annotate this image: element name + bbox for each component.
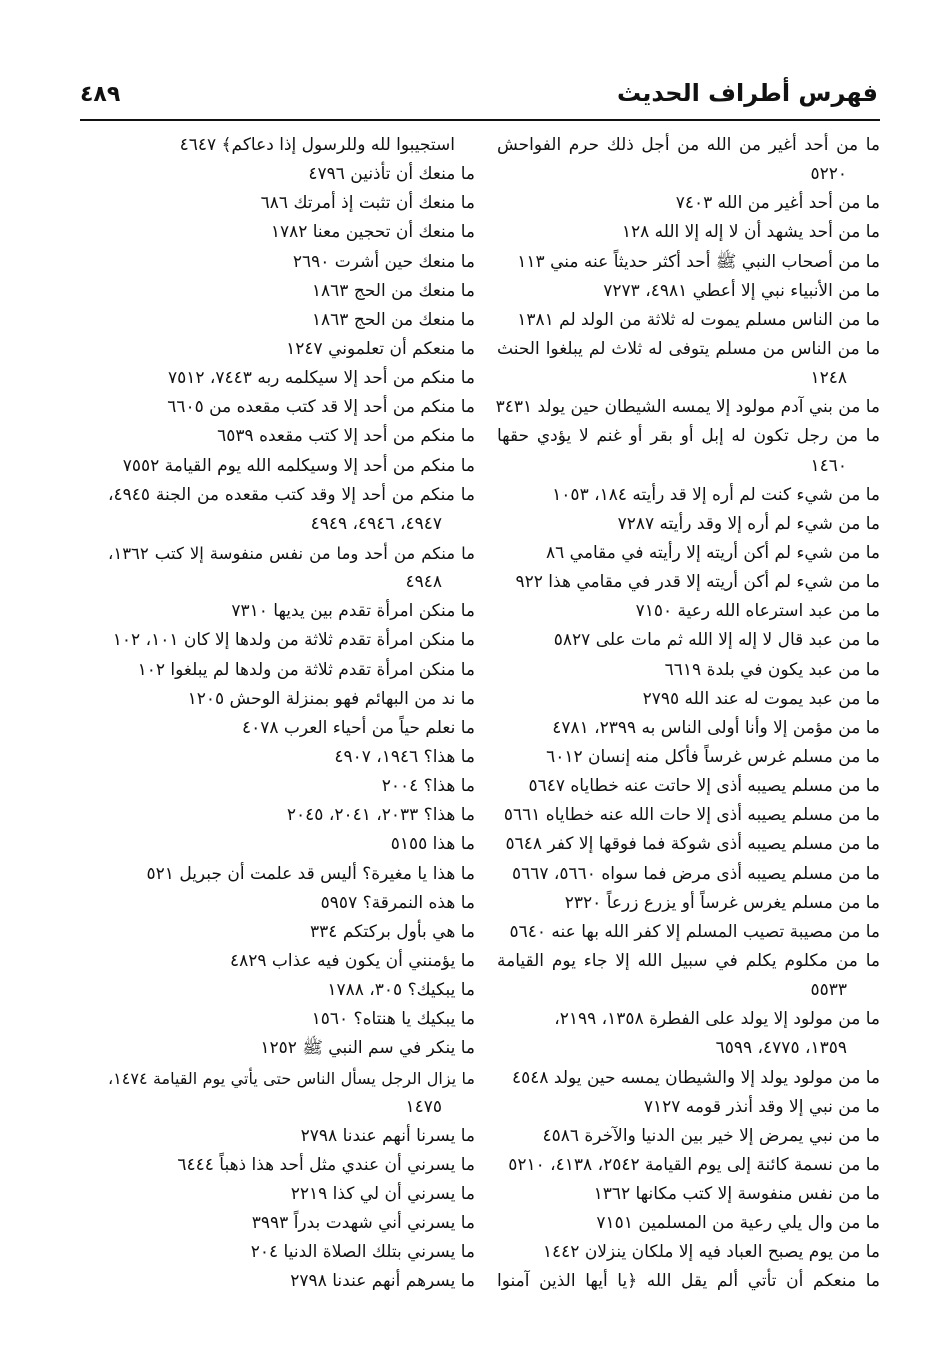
index-entry: ما من أحد يشهد أن لا إله إلا الله ١٢٨ bbox=[621, 222, 880, 243]
index-entry: ما من عبد يموت له عند الله ٢٧٩٥ bbox=[642, 688, 880, 709]
index-entry: ما ند من البهائم فهو بمنزلة الوحش ١٢٠٥ bbox=[187, 688, 475, 709]
index-entry: ما من أحد أغير من الله من أجل ذلك حرم الفواحش bbox=[497, 135, 880, 155]
index-entry: ما من أحد أغير من الله ٧٤٠٣ bbox=[675, 193, 880, 214]
index-entry: ما من مسلم غرس غرساً فأكل منه إنسان ٦٠١٢ bbox=[546, 746, 880, 767]
index-entry: ما يسرني أني شهدت بدراً ٣٩٩٣ bbox=[251, 1213, 475, 1234]
index-entry: ما منعك أن تحجين معنا ١٧٨٢ bbox=[270, 222, 475, 243]
index-entry: ما منكم من أحد إلا كتب مقعده ٦٥٣٩ bbox=[217, 426, 475, 447]
index-entry: ما من مؤمن إلا وأنا أولى الناس به ٢٣٩٩، ٤٧٨١ bbox=[552, 717, 880, 738]
index-entry: ما من مسلم يصيبه أذى مرض فما سواه ٥٦٦٠، ٥٦٦٧ bbox=[511, 863, 880, 884]
index-entry: ما من بني آدم مولود إلا يمسه الشيطان حين يولد ٣٤٣١ bbox=[495, 397, 880, 418]
page-number: ٤٨٩ bbox=[80, 82, 121, 107]
index-entry: ما من يوم يصبح العباد فيه إلا ملكان ينزلان ١٤٤٢ bbox=[542, 1242, 880, 1263]
index-entry: ما يبكيك؟ ٣٠٥، ١٧٨٨ bbox=[327, 980, 475, 1001]
index-entry: ما منعك أن تأذنين ٤٧٩٦ bbox=[308, 164, 475, 185]
index-entry: ما من الناس من مسلم يتوفى له ثلاث لم يبلغوا الحنث bbox=[497, 338, 880, 359]
index-entry: ما من وال يلي رعية من المسلمين ٧١٥١ bbox=[596, 1213, 880, 1234]
index-entry: ما هي بأول بركتكم ٣٣٤ bbox=[310, 921, 475, 942]
index-entry: ما منكن امرأة تقدم ثلاثة من ولدها إلا كان ١٠١، ١٠٢ bbox=[112, 630, 475, 651]
index-entry: ما منعك أن تثبت إذ أمرتك ٦٨٦ bbox=[260, 193, 475, 214]
entry-continuation: ١٤٧٥ bbox=[405, 1096, 442, 1117]
index-entry: ما من الناس مسلم يموت له ثلاثة من الولد لم ١٣٨١ bbox=[517, 309, 880, 330]
entry-continuation: ٤٩٤٨ bbox=[405, 572, 442, 593]
index-entry: ما يبكيك يا هنتاه؟ ١٥٦٠ bbox=[311, 1009, 475, 1030]
index-column-left bbox=[108, 131, 475, 1297]
index-entry: ما من نبي يمرض إلا خير بين الدنيا والآخرة ٤٥٨٦ bbox=[542, 1125, 880, 1146]
index-entry: ما من مسلم يغرس غرساً أو يزرع زرعاً ٢٣٢٠ bbox=[564, 892, 880, 913]
entry-continuation: ٤٩٤٧، ٤٩٤٦، ٤٩٤٩ bbox=[310, 513, 442, 534]
entry-continuation: ١٢٤٨ bbox=[810, 368, 847, 389]
index-entry: ما من نسمة كائنة إلى يوم القيامة ٢٥٤٢، ٤١٣٨، ٥٢١٠ bbox=[508, 1154, 880, 1175]
index-entry: ما من نفس منفوسة إلا كتب مكانها ١٣٦٢ bbox=[593, 1184, 880, 1205]
index-entry: ما يزال الرجل يسأل الناس حتى يأتي يوم القيامة ١٤٧٤، bbox=[108, 1068, 475, 1088]
index-entry: ما ينكر في سم النبي ﷺ ١٢٥٢ bbox=[260, 1038, 475, 1059]
header-rule bbox=[80, 119, 880, 121]
index-entry: ما منكم من أحد إلا وقد كتب مقعده من الجنة ٤٩٤٥، bbox=[108, 484, 475, 505]
index-entry: ما من رجل تكون له إبل أو بقر أو غنم لا يؤدي حقها bbox=[497, 426, 880, 447]
index-entry: ما من عبد يكون في بلدة ٦٦١٩ bbox=[664, 659, 880, 680]
index-entry: ما يسرهم أنهم عندنا ٢٧٩٨ bbox=[290, 1271, 475, 1292]
index-entry: ما من عبد قال لا إله إلا الله ثم مات على ٥٨٢٧ bbox=[553, 630, 880, 651]
index-entry: ما منكم من أحد وما من نفس منفوسة إلا كتب ١٣٦٢، bbox=[108, 543, 475, 563]
index-entry: ما منكن امرأة تقدم ثلاثة من ولدها لم يبلغوا ١٠٢ bbox=[137, 659, 475, 680]
entry-carryover: استجيبوا لله وللرسول إذا دعاكم﴾ ٤٦٤٧ bbox=[179, 135, 455, 155]
entry-continuation: ١٣٥٩، ٤٧٧٥، ٦٥٩٩ bbox=[715, 1038, 847, 1059]
index-entry: ما من شيء لم أكن أريته إلا قدر في مقامي هذا ٩٢٢ bbox=[515, 572, 880, 593]
index-entry: ما هذا؟ ١٩٤٦، ٤٩٠٧ bbox=[334, 746, 475, 767]
index-entry: ما هذا؟ ٢٠٠٤ bbox=[381, 776, 475, 797]
index-entry: ما يسرني أن عندي مثل أحد هذا ذهباً ٦٤٤٤ bbox=[177, 1154, 475, 1175]
index-entry: ما من أصحاب النبي ﷺ أحد أكثر حديثاً عنه مني ١١٣ bbox=[517, 251, 880, 272]
index-entry: ما من مصيبة تصيب المسلم إلا كفر الله بها عنه ٥٦٤٠ bbox=[509, 921, 880, 942]
index-entry: ما من شيء كنت لم أره إلا قد رأيته ١٨٤، ١٠٥٣ bbox=[552, 484, 880, 505]
index-column-right bbox=[497, 131, 880, 1297]
index-entry: ما منعك من الحج ١٨٦٣ bbox=[311, 309, 475, 330]
index-entry: ما يسرني بتلك الصلاة الدنيا ٢٠٤ bbox=[250, 1242, 475, 1263]
index-entry: ما من مسلم يصيبه أذى إلا حاتت عنه خطاياه ٥٦٤٧ bbox=[528, 776, 880, 797]
index-entry: ما من عبد استرعاه الله رعية ٧١٥٠ bbox=[635, 601, 880, 622]
index-entry: ما منكم من أحد إلا سيكلمه ربه ٧٤٤٣، ٧٥١٢ bbox=[167, 368, 475, 389]
entry-continuation: ١٤٦٠ bbox=[810, 455, 847, 476]
entry-continuation: ٥٥٣٣ bbox=[810, 980, 847, 1001]
index-entry: ما من شيء لم أره إلا وقد رأيته ٧٢٨٧ bbox=[617, 513, 880, 534]
index-entry: ما يسرنا أنهم عندنا ٢٧٩٨ bbox=[300, 1125, 475, 1146]
index-entry: ما منكم من أحد إلا قد كتب مقعده من ٦٦٠٥ bbox=[167, 397, 475, 418]
index-entry: ما من شيء لم أكن أريته إلا رأيته في مقامي ٨٦ bbox=[546, 542, 880, 563]
index-entry: ما منعكم أن تعلموني ١٢٤٧ bbox=[286, 338, 475, 359]
index-entry: ما من مكلوم يكلم في سبيل الله إلا جاء يوم القيامة bbox=[497, 950, 880, 971]
index-entry: ما منعك حين أشرت ٢٦٩٠ bbox=[292, 251, 475, 272]
page-title: فهرس أطراف الحديث bbox=[617, 79, 878, 107]
index-entry: ما من الأنبياء نبي إلا أعطي ٤٩٨١، ٧٢٧٣ bbox=[603, 280, 880, 301]
index-entry: ما من مولود يولد إلا والشيطان يمسه حين يولد ٤٥٤٨ bbox=[511, 1067, 880, 1088]
index-entry: ما من نبي إلا وقد أنذر قومه ٧١٢٧ bbox=[643, 1096, 880, 1117]
index-entry: ما يسرني أن لي كذا ٢٢١٩ bbox=[290, 1184, 475, 1205]
index-entry: ما منعكم أن تأتي ألم يقل الله ﴿يا أيها الذين آمنوا bbox=[497, 1271, 880, 1292]
index-entry: ما هذا؟ ٢٠٣٣، ٢٠٤١، ٢٠٤٥ bbox=[286, 805, 475, 826]
index-entry: ما منكم من أحد إلا وسيكلمه الله يوم القيامة ٧٥٥٢ bbox=[122, 455, 475, 476]
index-entry: ما هذا ٥١٥٥ bbox=[390, 834, 475, 855]
index-entry: ما هذا يا مغيرة؟ أليس قد علمت أن جبريل ٥٢١ bbox=[146, 863, 475, 884]
index-entry: ما منكن امرأة تقدم بين يديها ٧٣١٠ bbox=[231, 601, 475, 622]
index-entry: ما من مسلم يصيبه أذى شوكة فما فوقها إلا كفر ٥٦٤٨ bbox=[505, 834, 880, 855]
index-entry: ما هذه النمرقة؟ ٥٩٥٧ bbox=[320, 892, 475, 913]
index-entry: ما من مسلم يصيبه أذى إلا حات الله عنه خطاياه ٥٦٦١ bbox=[503, 805, 880, 826]
index-entry: ما منعك من الحج ١٨٦٣ bbox=[311, 280, 475, 301]
index-entry: ما من مولود إلا يولد على الفطرة ١٣٥٨، ٢١٩٩، bbox=[554, 1009, 880, 1030]
entry-continuation: ٥٢٢٠ bbox=[810, 164, 847, 185]
index-entry: ما نعلم حياً من أحياء العرب ٤٠٧٨ bbox=[241, 717, 475, 738]
index-entry: ما يؤمنني أن يكون فيه عذاب ٤٨٢٩ bbox=[229, 950, 475, 971]
